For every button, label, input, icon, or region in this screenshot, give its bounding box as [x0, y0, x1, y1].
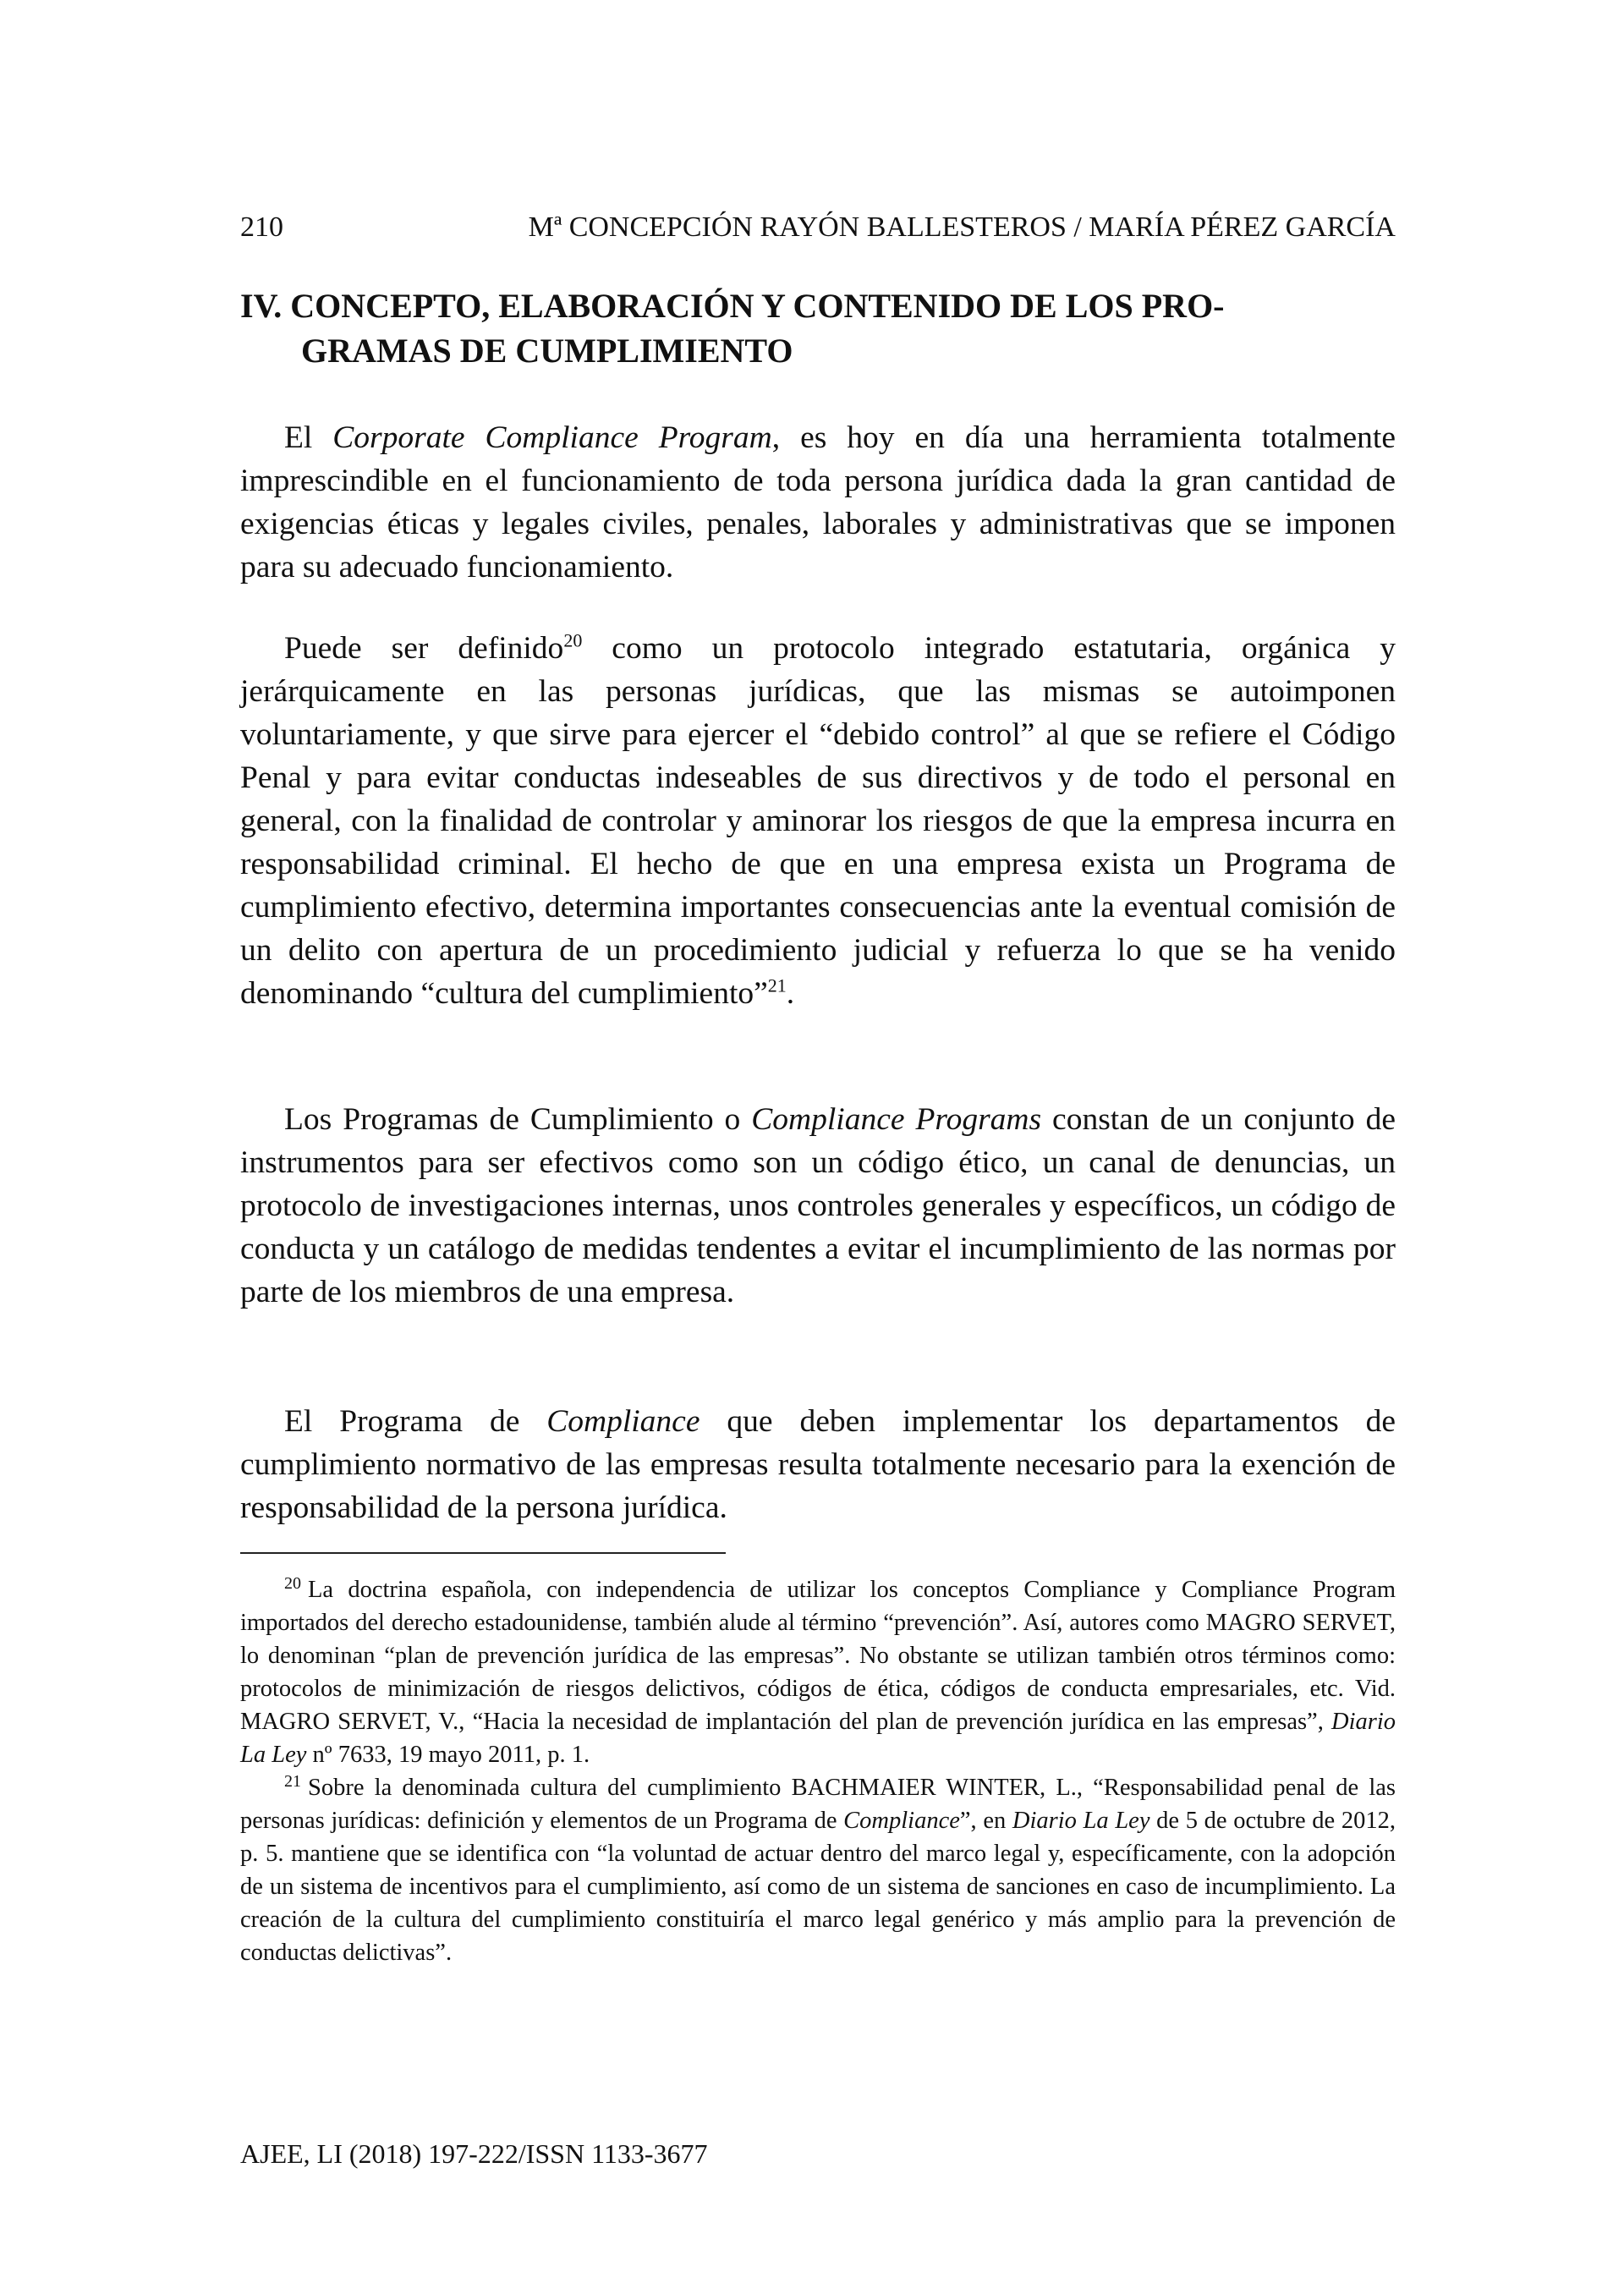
italic-text: Corporate Compliance Program: [332, 420, 772, 455]
text: que deben implementar los departamentos de cumplimiento normativo de las empresas resulta totalmente necesario para la exención de responsabilidad de la persona jurídica.: [240, 1404, 1396, 1525]
footnote-divider: [240, 1552, 726, 1554]
italic-text: Diario La Ley: [240, 1709, 1396, 1768]
footnote-ref-21[interactable]: 21: [767, 974, 787, 996]
paragraph-1: [240, 416, 1396, 589]
footnote-number: 20: [284, 1573, 301, 1593]
text: ”, en: [959, 1808, 1012, 1834]
text: La doctrina española, con independencia de utilizar los conceptos Compliance y Compliance Program importados del derecho estadounidense, también alude al término “prevención”. Así, autores como MAGRO SERVET, lo denominan “plan de prevención jurídica de las empresas”. No obstante se utilizan también otros términos como: protocolos de minimización de riesgos delictivos, códigos de ética, códigos de conducta empresariales, etc. Vid. MAGRO SERVET, V., “Hacia la necesidad de implantación del plan de prevención jurídica en las empresas”,: [240, 1577, 1396, 1735]
text: como un protocolo integrado estatutaria, orgánica y jerárquicamente en las personas jurídicas, que las mismas se autoimponen voluntariamente, y que sirve para ejercer el “debido control” al que se refiere el Código Penal y para evitar conductas indeseables de sus directivos y de todo el personal en general, con la finalidad de controlar y aminorar los riesgos de que la empresa incurra en responsabilidad criminal. El hecho de que en una empresa exista un Programa de cumplimiento efectivo, determina importantes consecuencias ante la eventual comisión de un delito con apertura de un procedimiento judicial y refuerza lo que se ha venido denominando “cultura del cumplimiento”: [240, 631, 1396, 1011]
paragraph-2: [240, 627, 1396, 1015]
footnote-20: [240, 1573, 1396, 1771]
text: Puede ser definido: [284, 631, 564, 666]
footnote-number: 21: [284, 1771, 301, 1791]
italic-text: Compliance: [546, 1404, 700, 1439]
journal-citation-footer: AJEE, LI (2018) 197-222/ISSN 1133-3677: [240, 2138, 708, 2169]
heading-line-1: IV. CONCEPTO, ELABORACIÓN Y CONTENIDO DE LOS PRO-: [240, 287, 1225, 325]
paragraph-3: [240, 1098, 1396, 1314]
text: El Programa de: [284, 1404, 547, 1439]
footnote-ref-20[interactable]: 20: [563, 629, 583, 651]
text: , es hoy en día una herramienta totalmente imprescindible en el funcionamiento de toda persona jurídica dada la gran cantidad de exigencias éticas y legales civiles, penales, laborales y administrativas que se imponen para su adecuado funcionamiento.: [240, 420, 1396, 584]
text: de 5 de octubre de 2012, p. 5. mantiene que se identifica con “la voluntad de actuar dentro del marco legal y, específicamente, con la adopción de un sistema de incentivos para el cumplimiento, así como de un sistema de sanciones en caso de incumplimiento. La creación de la cultura del cumplimiento constituiría el marco legal genérico y más amplio para la prevención de conductas delictivas”.: [240, 1808, 1396, 1966]
text: .: [786, 976, 795, 1011]
text: El: [284, 420, 333, 455]
text: Sobre la denominada cultura del cumplimiento BACHMAIER WINTER, L., “Responsabilidad penal de las personas jurídicas: definición y elementos de un Programa de: [240, 1775, 1396, 1834]
paragraph-4: [240, 1400, 1396, 1529]
italic-text: Diario La Ley: [1012, 1808, 1150, 1834]
page-number: 210: [240, 211, 283, 243]
italic-text: Compliance: [843, 1808, 960, 1834]
text: Los Programas de Cumplimiento o: [284, 1102, 752, 1137]
running-header: [240, 211, 1396, 244]
text: constan de un conjunto de instrumentos para ser efectivos como son un código ético, un canal de denuncias, un protocolo de investigaciones internas, unos controles generales y específicos, un código de conducta y un catálogo de medidas tendentes a evitar el incumplimiento de las normas por parte de los miembros de una empresa.: [240, 1102, 1396, 1309]
section-heading: [240, 283, 1396, 373]
italic-text: Compliance Programs: [751, 1102, 1042, 1137]
footnotes: [240, 1573, 1396, 1969]
footnote-21: [240, 1771, 1396, 1969]
text: nº 7633, 19 mayo 2011, p. 1.: [306, 1742, 590, 1768]
heading-line-2: GRAMAS DE CUMPLIMIENTO: [301, 332, 793, 370]
header-authors: Mª CONCEPCIÓN RAYÓN BALLESTEROS / MARÍA PÉREZ GARCÍA: [528, 211, 1396, 243]
